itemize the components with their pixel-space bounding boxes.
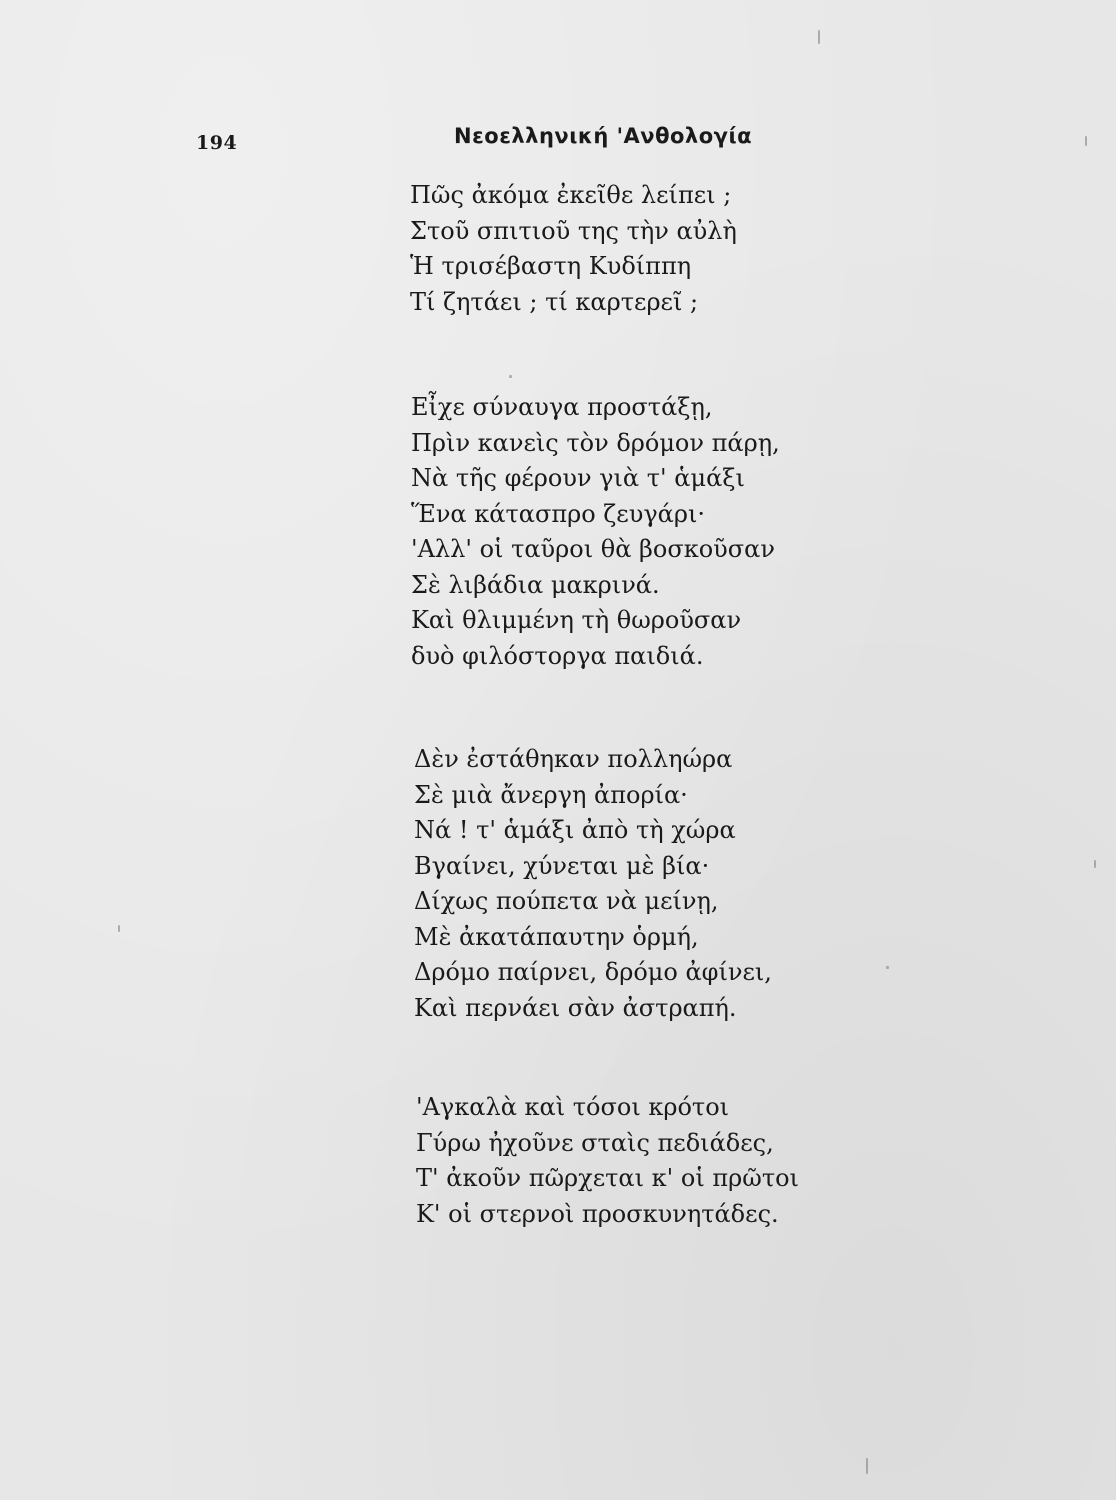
poem-line: 'Αγκαλὰ καὶ τόσοι κρότοι [416, 1093, 730, 1121]
poem-line: δυὸ φιλόστοργα παιδιά. [411, 641, 704, 670]
poem-line: Εἶχε σύναυγα προστάξῃ, [411, 393, 713, 421]
poem-line: Στοῦ σπιτιοῦ της τὴν αὐλὴ [410, 216, 737, 245]
poem-line: Κ' οἱ στερνοὶ προσκυνητάδες. [416, 1199, 779, 1228]
poem-line: Νὰ τῆς φέρουν γιὰ τ' ἁμάξι [411, 464, 745, 492]
scan-speck [509, 375, 512, 378]
scan-speck [1085, 136, 1087, 146]
poem-line: Δρόμο παίρνει, δρόμο ἀφίνει, [414, 958, 772, 986]
scan-speck [866, 1458, 868, 1474]
scan-speck [886, 966, 889, 969]
poem-line: Μὲ ἀκατάπαυτην ὁρμή, [414, 922, 699, 951]
poem-line: Πῶς ἀκόμα ἐκεῖθε λείπει ; [410, 181, 732, 209]
scan-speck [818, 30, 820, 44]
poem-line: Πρὶν κανεὶς τὸν δρόμον πάρῃ, [411, 428, 780, 457]
poem-line: Τ' ἀκοῦν πῶρχεται κ' οἱ πρῶτοι [416, 1164, 799, 1192]
page-number: 194 [196, 132, 238, 154]
poem-line: Καὶ θλιμμένη τὴ θωροῦσαν [411, 606, 742, 634]
poem-line: Σὲ μιὰ ἄνεργη ἀπορία· [414, 780, 688, 809]
poem-line: Γύρω ἠχοῦνε σταὶς πεδιάδες, [416, 1128, 774, 1157]
poem-line: 'Αλλ' οἱ ταῦροι θὰ βοσκοῦσαν [411, 535, 775, 563]
poem-line: Τί ζητάει ; τί καρτερεῖ ; [410, 287, 699, 316]
stanza-3 [414, 742, 772, 1026]
poem-line: Δίχως πούπετα νὰ μείνῃ, [414, 887, 719, 915]
stanza-2 [411, 390, 780, 674]
poem-line: Ἕνα κάτασπρο ζευγάρι· [411, 499, 706, 528]
poem-line: Βγαίνει, χύνεται μὲ βία· [414, 851, 710, 880]
running-title: Νεοελληνική 'Ανθολογία [454, 124, 753, 148]
stanza-4 [416, 1090, 799, 1232]
stanza-1 [410, 178, 737, 320]
scan-speck [118, 925, 120, 932]
scan-speck [1094, 860, 1096, 868]
poem-line: Καὶ περνάει σὰν ἀστραπή. [414, 993, 737, 1022]
poem-line: Σὲ λιβάδια μακρινά. [411, 570, 660, 599]
poem-line: Δὲν ἐστάθηκαν πολληώρα [414, 745, 733, 773]
poem-line: Νά ! τ' ἁμάξι ἀπὸ τὴ χώρα [414, 816, 736, 844]
poem-line: Ἡ τρισέβαστη Κυδίππη [410, 252, 692, 280]
